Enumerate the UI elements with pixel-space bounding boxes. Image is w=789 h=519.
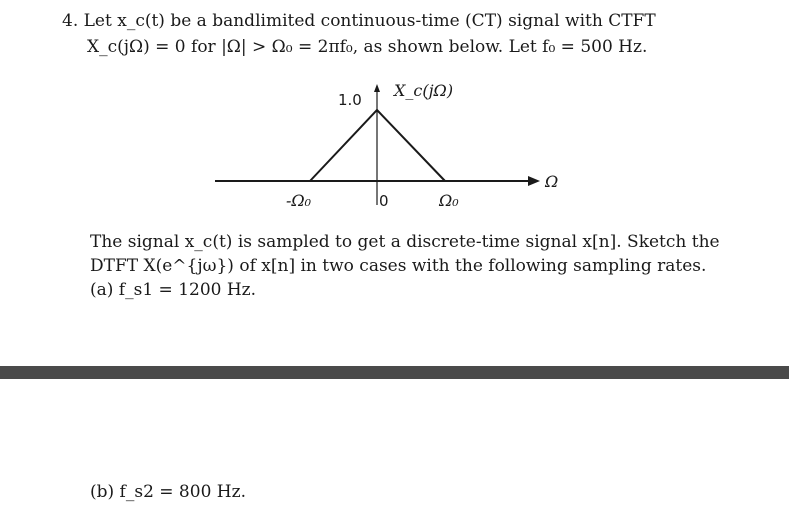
body-text-line-1: The signal x_c(t) is sampled to get a discrete-time signal x[n]. Sketch the	[90, 232, 720, 252]
omega-axis-arrowhead	[528, 176, 540, 186]
function-label: X_c(jΩ)	[394, 81, 454, 100]
section-divider	[0, 366, 789, 379]
ctft-spectrum-figure	[0, 0, 789, 230]
tick-zero: 0	[379, 192, 389, 210]
body-text-line-2: DTFT X(e^{jω}) of x[n] in two cases with the following sampling rates.	[90, 256, 707, 276]
problem-number: 4.	[62, 11, 79, 31]
tick-neg-omega0: -Ω₀	[286, 191, 312, 210]
peak-value-label: 1.0	[338, 91, 362, 109]
problem-text-line-2: X_c(jΩ) = 0 for |Ω| > Ω₀ = 2πf₀, as shown below. Let f₀ = 500 Hz.	[87, 37, 648, 57]
part-b: (b) f_s2 = 800 Hz.	[90, 482, 246, 502]
problem-text-line-1: Let x_c(t) be a bandlimited continuous-time (CT) signal with CTFT	[83, 11, 656, 31]
tick-pos-omega0: Ω₀	[439, 191, 459, 210]
omega-axis-label: Ω	[545, 172, 559, 191]
part-a: (a) f_s1 = 1200 Hz.	[90, 280, 257, 300]
magnitude-axis-arrowhead	[374, 84, 380, 92]
